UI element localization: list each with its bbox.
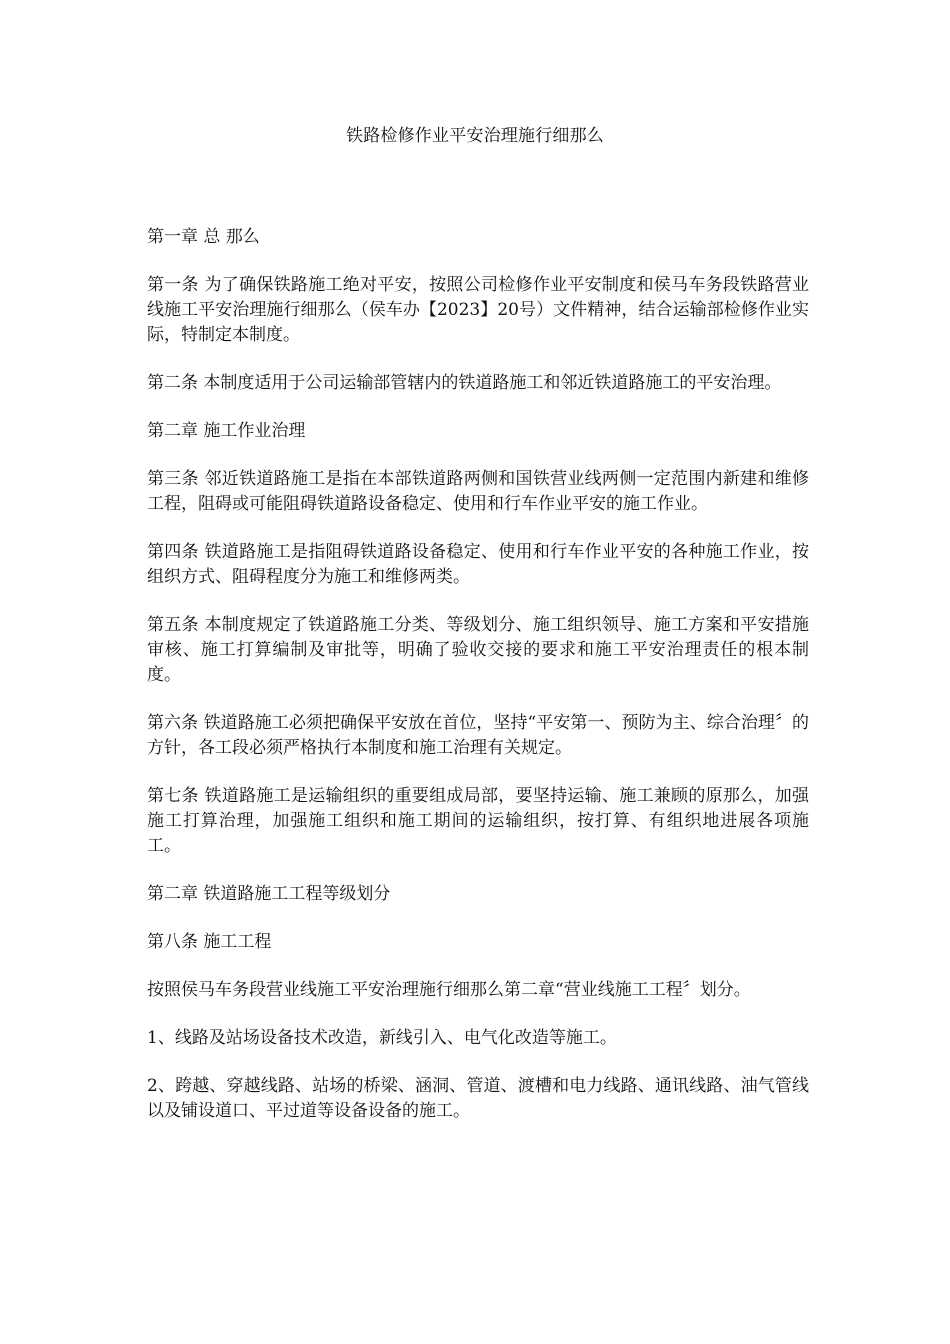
list-item: 1、线路及站场设备技术改造，新线引入、电气化改造等施工。 — [147, 1028, 617, 1048]
article-paragraph: 第一条 为了确保铁路施工绝对平安，按照公司检修作业平安制度和侯马车务段铁路营业线施工平安治理施行细那么（侯车办【2023】20号）文件精神，结合运输部检修作业实际，特制定本制度。 — [147, 275, 809, 345]
list-item: 2、跨越、穿越线路、站场的桥梁、涵洞、管道、渡槽和电力线路、通讯线路、油气管线以及铺设道口、平过道等设备设备的施工。 — [147, 1076, 809, 1121]
article-paragraph: 第二条 本制度适用于公司运输部管辖内的铁道路施工和邻近铁道路施工的平安治理。 — [147, 373, 782, 393]
article-paragraph: 第四条 铁道路施工是指阻碍铁道路设备稳定、使用和行车作业平安的各种施工作业，按组织方式、阻碍程度分为施工和维修两类。 — [147, 542, 809, 587]
chapter-heading: 第二章 铁道路施工工程等级划分 — [147, 884, 391, 904]
article-paragraph: 第七条 铁道路施工是运输组织的重要组成局部，要坚持运输、施工兼顾的原那么，加强施工打算治理，加强施工组织和施工期间的运输组织，按打算、有组织地进展各项施工。 — [147, 786, 809, 856]
body-paragraph: 按照侯马车务段营业线施工平安治理施行细那么第二章“营业线施工工程〞划分。 — [147, 980, 751, 1000]
chapter-heading: 第二章 施工作业治理 — [147, 421, 306, 441]
article-paragraph: 第六条 铁道路施工必须把确保平安放在首位，坚持“平安第一、预防为主、综合治理〞的方针，各工段必须严格执行本制度和施工治理有关规定。 — [147, 713, 809, 758]
article-paragraph: 第五条 本制度规定了铁道路施工分类、等级划分、施工组织领导、施工方案和平安措施审核、施工打算编制及审批等，明确了验收交接的要求和施工平安治理责任的根本制度。 — [147, 615, 809, 685]
document-body — [147, 225, 809, 1147]
article-paragraph: 第八条 施工工程 — [147, 932, 272, 952]
document-title: 铁路检修作业平安治理施行细那么 — [346, 126, 604, 146]
chapter-heading: 第一章 总 那么 — [147, 227, 260, 247]
article-paragraph: 第三条 邻近铁道路施工是指在本部铁道路两侧和国铁营业线两侧一定范围内新建和维修工程，阻碍或可能阻碍铁道路设备稳定、使用和行车作业平安的施工作业。 — [147, 469, 809, 514]
